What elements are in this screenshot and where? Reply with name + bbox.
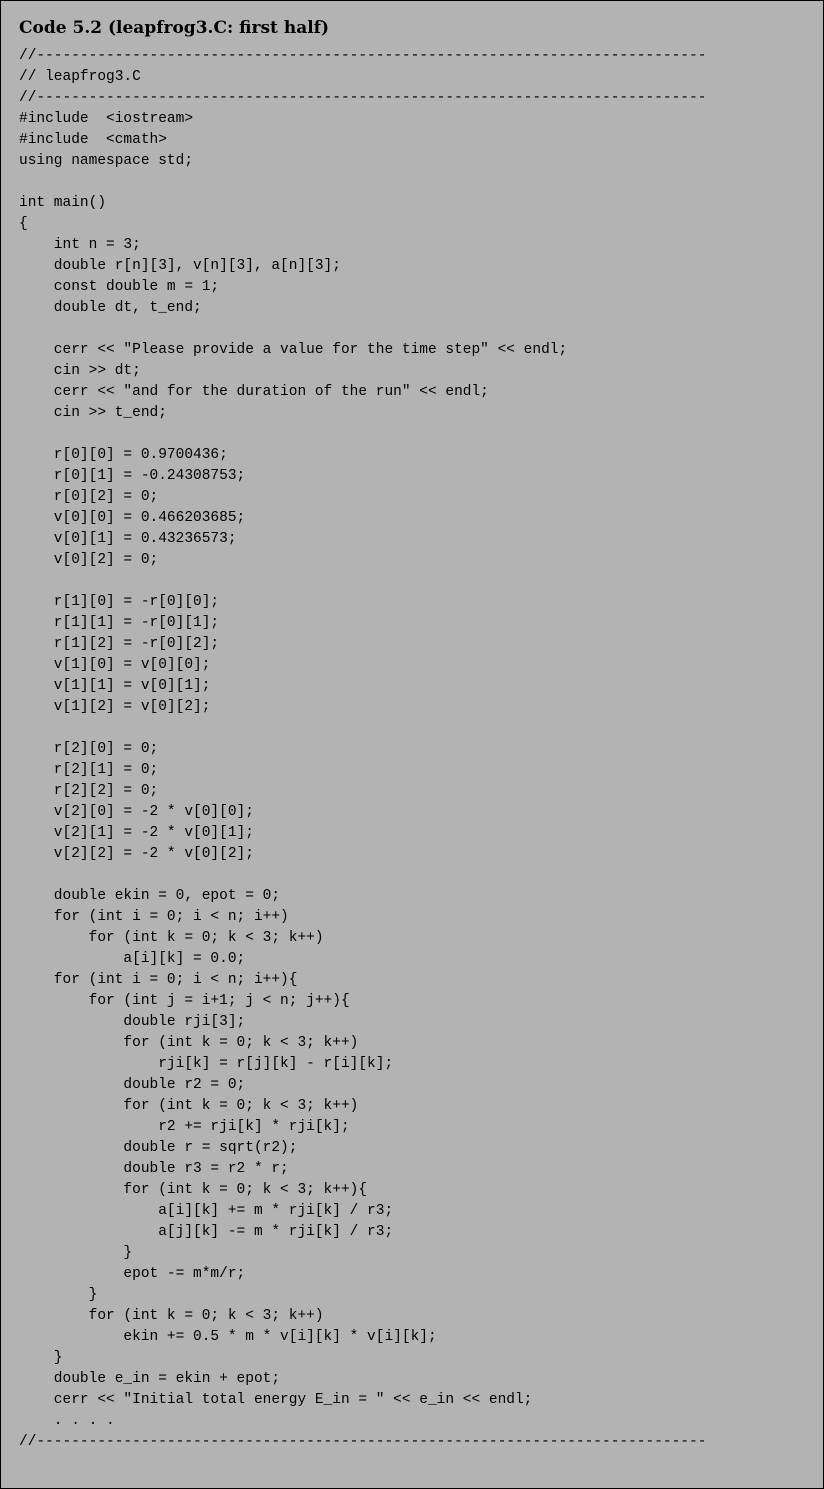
code-line: rji[k] = r[j][k] - r[i][k]; [19,1056,394,1072]
code-line: for (int i = 0; i < n; i++){ [19,972,298,988]
code-line: //----------------------------------------------------------------------------- [19,1434,707,1450]
code-line: cerr << "Initial total energy E_in = " << e_in << endl; [19,1392,533,1408]
code-line: a[i][k] += m * rji[k] / r3; [19,1203,394,1219]
code-line: ekin += 0.5 * m * v[i][k] * v[i][k]; [19,1329,437,1345]
code-line: for (int j = i+1; j < n; j++){ [19,993,350,1009]
code-line [19,718,706,739]
code-line: double r = sqrt(r2); [19,1140,298,1156]
code-line: v[2][0] = -2 * v[0][0]; [19,804,254,820]
code-line [19,172,706,193]
code-line: r[1][2] = -r[0][2]; [19,636,220,652]
code-line: for (int k = 0; k < 3; k++) [19,1035,359,1051]
code-line: v[0][2] = 0; [19,552,159,568]
code-line: for (int i = 0; i < n; i++) [19,909,289,925]
code-line: cin >> t_end; [19,405,167,421]
code-line: v[1][0] = v[0][0]; [19,657,211,673]
code-line: r[1][1] = -r[0][1]; [19,615,220,631]
code-line: cerr << "Please provide a value for the time step" << endl; [19,342,568,358]
code-line: { [19,216,28,232]
code-line: double r2 = 0; [19,1077,246,1093]
code-line: r[2][2] = 0; [19,783,159,799]
code-line: for (int k = 0; k < 3; k++) [19,1098,359,1114]
code-line: int n = 3; [19,237,141,253]
code-line: // leapfrog3.C [19,69,141,85]
code-line: r[2][1] = 0; [19,762,159,778]
code-listing [19,46,706,1453]
code-line: } [19,1350,63,1366]
code-line: for (int k = 0; k < 3; k++){ [19,1182,368,1198]
code-line: r[0][2] = 0; [19,489,159,505]
code-line: a[i][k] = 0.0; [19,951,246,967]
code-line: double r3 = r2 * r; [19,1161,289,1177]
code-line [19,865,706,886]
code-line: r2 += rji[k] * rji[k]; [19,1119,350,1135]
code-line: const double m = 1; [19,279,220,295]
code-line: int main() [19,195,107,211]
code-line: } [19,1245,133,1261]
code-line: for (int k = 0; k < 3; k++) [19,930,324,946]
code-line [19,319,706,340]
code-line: v[1][2] = v[0][2]; [19,699,211,715]
code-line: a[j][k] -= m * rji[k] / r3; [19,1224,394,1240]
code-line [19,424,706,445]
code-line: r[1][0] = -r[0][0]; [19,594,220,610]
code-line: v[0][1] = 0.43236573; [19,531,237,547]
code-line: double r[n][3], v[n][3], a[n][3]; [19,258,341,274]
code-line: cin >> dt; [19,363,141,379]
code-line: #include <iostream> [19,111,194,127]
code-line: #include <cmath> [19,132,167,148]
code-line: using namespace std; [19,153,194,169]
code-line: r[2][0] = 0; [19,741,159,757]
code-line: r[0][0] = 0.9700436; [19,447,228,463]
code-line: epot -= m*m/r; [19,1266,246,1282]
code-line: for (int k = 0; k < 3; k++) [19,1308,324,1324]
code-line: double rji[3]; [19,1014,246,1030]
code-line: v[0][0] = 0.466203685; [19,510,246,526]
code-line: v[2][1] = -2 * v[0][1]; [19,825,254,841]
code-line: v[2][2] = -2 * v[0][2]; [19,846,254,862]
code-line: v[1][1] = v[0][1]; [19,678,211,694]
code-line: double ekin = 0, epot = 0; [19,888,281,904]
code-line: //----------------------------------------------------------------------------- [19,48,707,64]
code-line: . . . . [19,1413,115,1429]
code-line [19,571,706,592]
code-line: } [19,1287,98,1303]
code-line: cerr << "and for the duration of the run" << endl; [19,384,489,400]
code-line: r[0][1] = -0.24308753; [19,468,246,484]
code-line: double dt, t_end; [19,300,202,316]
code-line: //----------------------------------------------------------------------------- [19,90,707,106]
code-line: double e_in = ekin + epot; [19,1371,281,1387]
code-caption: Code 5.2 (leapfrog3.C: first half) [19,18,330,38]
